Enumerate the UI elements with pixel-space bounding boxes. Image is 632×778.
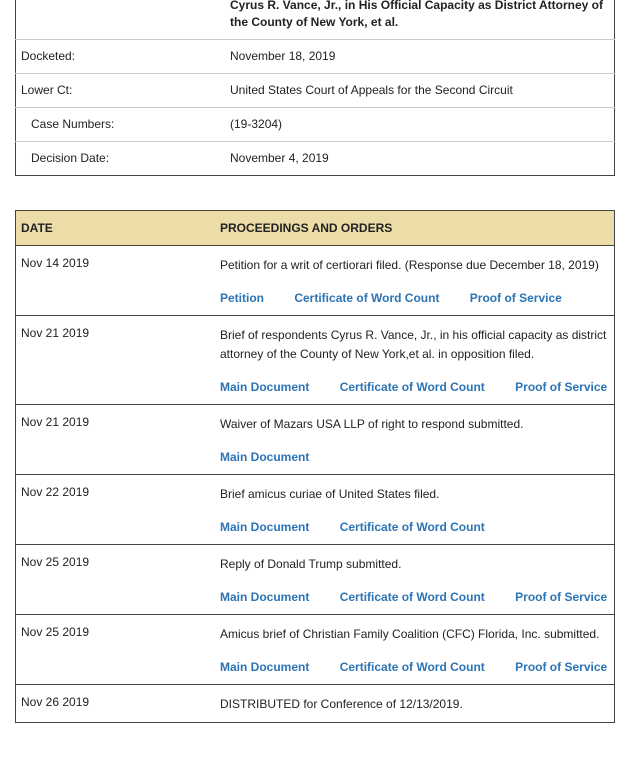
proceedings-column-header: PROCEEDINGS AND ORDERS bbox=[220, 211, 615, 246]
case-numbers-label: Case Numbers: bbox=[16, 108, 231, 142]
entry-links bbox=[220, 658, 608, 676]
entry-cell bbox=[220, 685, 615, 723]
case-info-row bbox=[16, 74, 615, 108]
proceedings-table bbox=[15, 210, 615, 723]
entry-date: Nov 25 2019 bbox=[16, 615, 221, 685]
entry-cell bbox=[220, 316, 615, 405]
main-document-link[interactable]: Main Document bbox=[220, 380, 310, 394]
entry-date: Nov 22 2019 bbox=[16, 475, 221, 545]
entry-date: Nov 21 2019 bbox=[16, 316, 221, 405]
caption-label-cell bbox=[16, 0, 231, 40]
entry-cell bbox=[220, 246, 615, 316]
entry-links bbox=[220, 448, 608, 466]
proof-of-service-link[interactable]: Proof of Service bbox=[515, 590, 608, 604]
date-column-header: DATE bbox=[16, 211, 221, 246]
entry-date: Nov 21 2019 bbox=[16, 405, 221, 475]
main-document-link[interactable]: Main Document bbox=[220, 590, 310, 604]
proceedings-row bbox=[16, 405, 615, 475]
certificate-of-word-count-link[interactable]: Certificate of Word Count bbox=[339, 590, 485, 604]
case-info-row bbox=[16, 142, 615, 176]
entry-date: Nov 14 2019 bbox=[16, 246, 221, 316]
proceedings-row bbox=[16, 685, 615, 723]
entry-date: Nov 26 2019 bbox=[16, 685, 221, 723]
main-document-link[interactable]: Main Document bbox=[220, 520, 310, 534]
entry-cell bbox=[220, 475, 615, 545]
main-document-link[interactable]: Main Document bbox=[220, 450, 310, 464]
proof-of-service-link[interactable]: Proof of Service bbox=[515, 660, 608, 674]
case-info-row bbox=[16, 40, 615, 74]
proof-of-service-link[interactable]: Proof of Service bbox=[469, 291, 562, 305]
entry-cell bbox=[220, 545, 615, 615]
docketed-label: Docketed: bbox=[16, 40, 231, 74]
entry-description: Petition for a writ of certiorari filed. (Response due December 18, 2019) bbox=[220, 258, 599, 272]
entry-description: Amicus brief of Christian Family Coalition (CFC) Florida, Inc. submitted. bbox=[220, 627, 600, 641]
entry-cell bbox=[220, 405, 615, 475]
lower-court-value: United States Court of Appeals for the Second Circuit bbox=[230, 74, 615, 108]
case-numbers-value: (19-3204) bbox=[230, 108, 615, 142]
entry-description: Reply of Donald Trump submitted. bbox=[220, 557, 402, 571]
proof-of-service-link[interactable]: Proof of Service bbox=[515, 380, 608, 394]
certificate-of-word-count-link[interactable]: Certificate of Word Count bbox=[339, 520, 485, 534]
entry-cell bbox=[220, 615, 615, 685]
certificate-of-word-count-link[interactable]: Certificate of Word Count bbox=[294, 291, 440, 305]
proceedings-row bbox=[16, 475, 615, 545]
caption-value-cell bbox=[230, 0, 615, 40]
proceedings-row bbox=[16, 246, 615, 316]
lower-court-label: Lower Ct: bbox=[16, 74, 231, 108]
entry-description: Brief of respondents Cyrus R. Vance, Jr., in his official capacity as district attorney of the County of New York,et al. in opposition filed. bbox=[220, 328, 607, 361]
case-info-table bbox=[15, 0, 615, 176]
entry-date: Nov 25 2019 bbox=[16, 545, 221, 615]
decision-date-label: Decision Date: bbox=[31, 151, 110, 165]
certificate-of-word-count-link[interactable]: Certificate of Word Count bbox=[339, 660, 485, 674]
proceedings-header-row bbox=[16, 211, 615, 246]
case-caption: Cyrus R. Vance, Jr., in His Official Capacity as District Attorney of the County of New York, et al. bbox=[230, 0, 604, 29]
docketed-value: November 18, 2019 bbox=[230, 40, 615, 74]
proceedings-row bbox=[16, 316, 615, 405]
entry-links bbox=[220, 378, 608, 396]
entry-description: Brief amicus curiae of United States filed. bbox=[220, 487, 440, 501]
entry-links bbox=[220, 518, 608, 536]
entry-description: DISTRIBUTED for Conference of 12/13/2019. bbox=[220, 697, 463, 711]
proceedings-row bbox=[16, 545, 615, 615]
entry-links bbox=[220, 289, 608, 307]
certificate-of-word-count-link[interactable]: Certificate of Word Count bbox=[339, 380, 485, 394]
entry-description: Waiver of Mazars USA LLP of right to respond submitted. bbox=[220, 417, 524, 431]
case-info-row bbox=[16, 108, 615, 142]
proceedings-body bbox=[16, 246, 615, 723]
petition-link[interactable]: Petition bbox=[220, 291, 264, 305]
caption-row bbox=[16, 0, 615, 40]
entry-links bbox=[220, 588, 608, 606]
decision-date-value: November 4, 2019 bbox=[230, 151, 329, 165]
proceedings-row bbox=[16, 615, 615, 685]
main-document-link[interactable]: Main Document bbox=[220, 660, 310, 674]
